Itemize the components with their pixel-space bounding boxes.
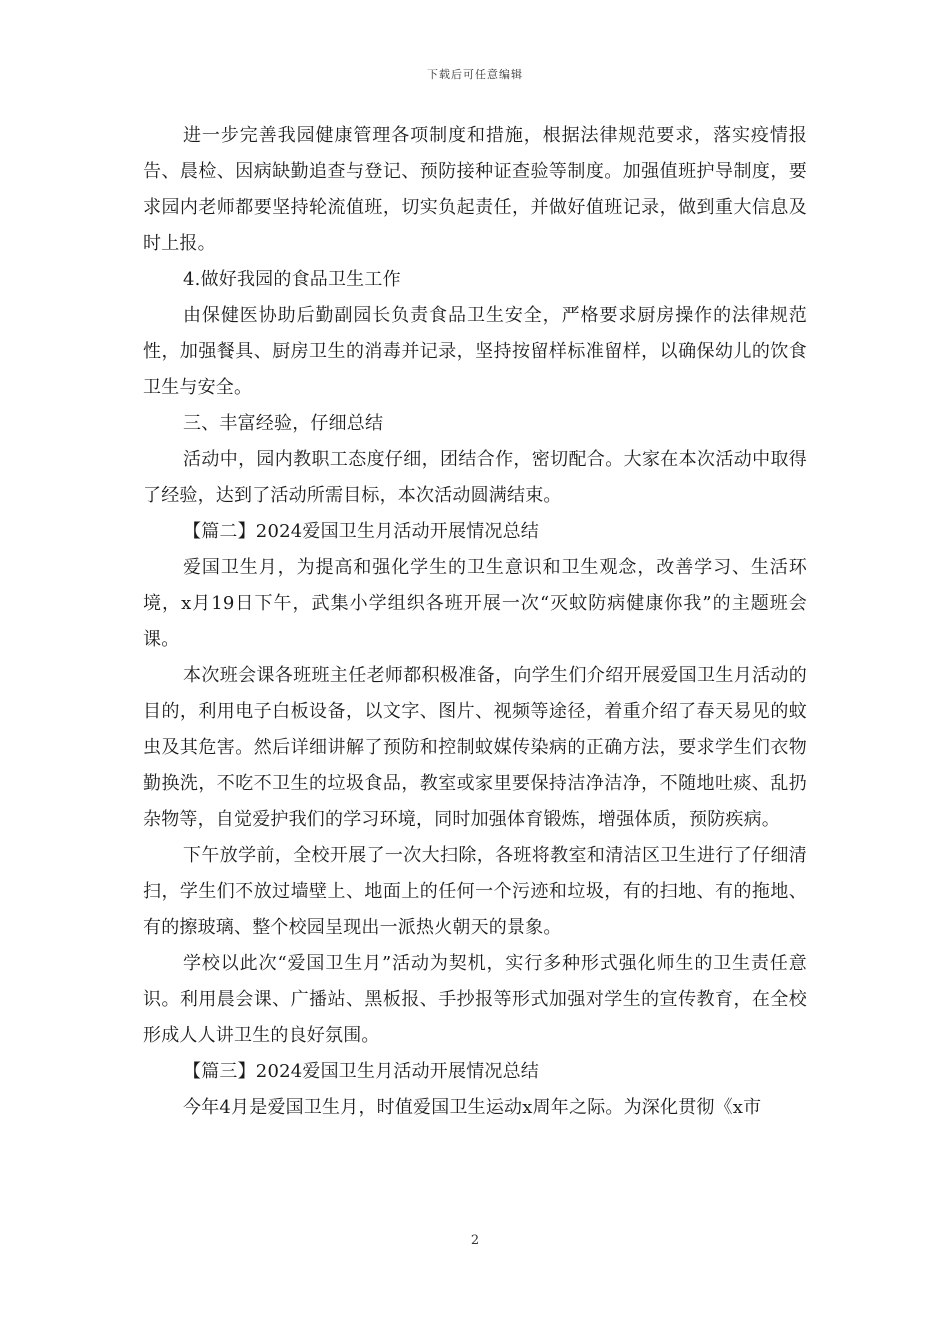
article-title: 【篇三】2024爱国卫生月活动开展情况总结: [183, 1061, 540, 1082]
page-header: 下载后可任意编辑: [427, 68, 523, 81]
body-paragraph: 由保健医协助后勤副园长负责食品卫生安全，严格要求厨房操作的法律规范性，加强餐具、厨房卫生的消毒并记录，坚持按留样标准留样，以确保幼儿的饮食卫生与安全。: [143, 305, 807, 398]
body-paragraph: 本次班会课各班班主任老师都积极准备，向学生们介绍开展爱国卫生月活动的目的，利用电子白板设备，以文字、图片、视频等途径，着重介绍了春天易见的蚊虫及其危害。然后详细讲解了预防和控制蚊媒传染病的正确方法，要求学生们衣物勤换洗，不吃不卫生的垃圾食品，教室或家里要保持洁净洁净，不随地吐痰、乱扔杂物等，自觉爱护我们的学习环境，同时加强体育锻炼，增强体质，预防疾病。: [143, 665, 807, 830]
document-body: [143, 118, 807, 1126]
article-title: 【篇二】2024爱国卫生月活动开展情况总结: [183, 521, 540, 542]
body-paragraph: 学校以此次“爱国卫生月”活动为契机，实行多种形式强化师生的卫生责任意识。利用晨会课、广播站、黑板报、手抄报等形式加强对学生的宣传教育，在全校形成人人讲卫生的良好氛围。: [143, 953, 807, 1046]
body-paragraph: 爱国卫生月，为提高和强化学生的卫生意识和卫生观念，改善学习、生活环境，x月19日下午，武集小学组织各班开展一次“灭蚊防病健康你我”的主题班会课。: [143, 557, 807, 650]
section-heading: 4.做好我园的食品卫生工作: [183, 269, 401, 290]
body-paragraph: 进一步完善我园健康管理各项制度和措施，根据法律规范要求，落实疫情报告、晨检、因病缺勤追查与登记、预防接种证查验等制度。加强值班护导制度，要求园内老师都要坚持轮流值班，切实负起责任，并做好值班记录，做到重大信息及时上报。: [143, 125, 807, 254]
body-paragraph: 今年4月是爱国卫生月，时值爱国卫生运动x周年之际。为深化贯彻《x市: [183, 1097, 762, 1118]
page-number: 2: [470, 1233, 480, 1248]
body-paragraph: 活动中，园内教职工态度仔细，团结合作，密切配合。大家在本次活动中取得了经验，达到了活动所需目标，本次活动圆满结束。: [143, 449, 807, 506]
body-paragraph: 下午放学前，全校开展了一次大扫除，各班将教室和清洁区卫生进行了仔细清扫，学生们不放过墙壁上、地面上的任何一个污迹和垃圾，有的扫地、有的拖地、有的擦玻璃、整个校园呈现出一派热火朝天的景象。: [143, 845, 807, 938]
section-heading: 三、丰富经验，仔细总结: [183, 413, 384, 434]
